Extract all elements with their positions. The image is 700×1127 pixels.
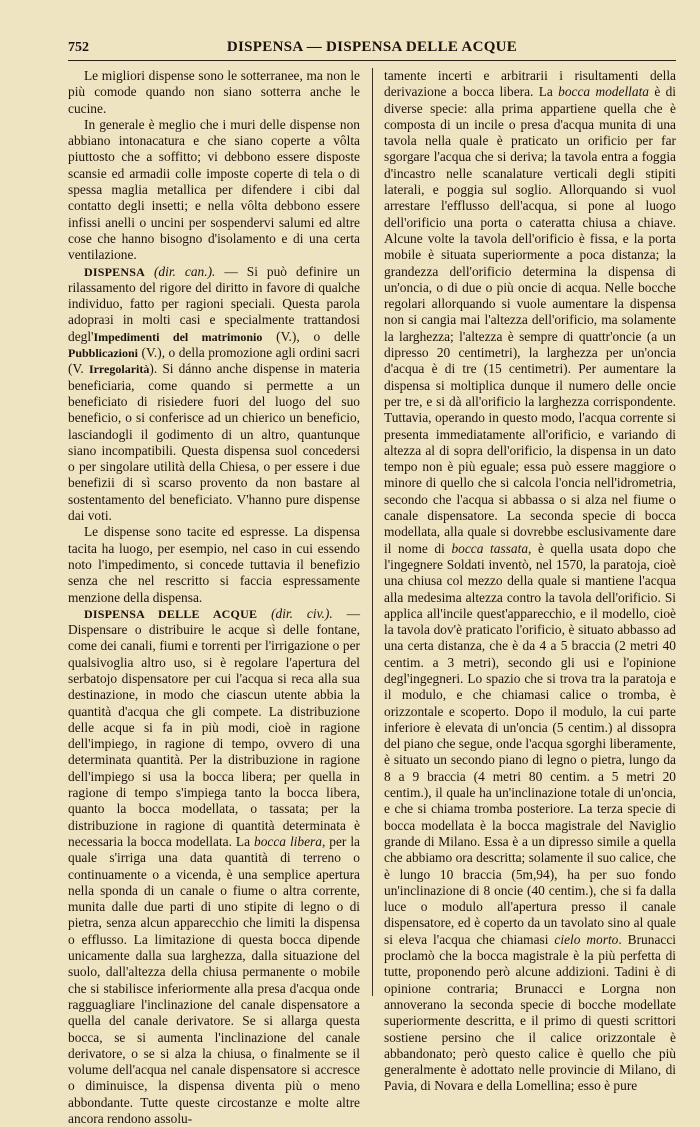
entry-abbreviation: (dir. civ.). <box>271 605 333 621</box>
entry-text: tamente incerti e arbitrarii i risultamenti della derivazione a bocca libera. La <box>384 68 676 100</box>
emphasis-term: cielo morto <box>554 931 619 947</box>
cross-reference: Irregolarità <box>88 362 150 377</box>
column-divider <box>372 68 373 996</box>
paragraph-continuation <box>384 68 676 1095</box>
emphasis-term: bocca tassata <box>451 540 529 556</box>
entry-headword: DISPENSA DELLE ACQUE <box>84 606 258 621</box>
entry-dispensa-delle-acque <box>68 606 360 1127</box>
entry-text: — Dispensare o distribuire le acque sì delle fontane, come dei canali, fiumi e torrenti per l'irrigazione o per qualsivoglia altro uso, si è regolare l'apertura del serbatojo dispensatore per cui l'acqua si reca alla sua destinazione, in modo che ciascun utente abbia la quantità d'acqua che gli compete. La distribuzione delle acque si fa in più modi, cioè in ragione dell'impiego, in ragione di tempo, ovvero di una determinata quantità. Per la distribuzione in ragione dell'impiego si usa la bocca libera; per quella in ragione di tempo s'impiega tanto la bocca libera, quanto la bocca modellata, o tassata; per la distribuzione in ragione di quantità determinata è necessaria la bocca modellata. La <box>68 605 360 849</box>
emphasis-term: bocca libera <box>254 833 322 849</box>
emphasis-term: bocca modellata <box>558 84 649 100</box>
paragraph-dispense-location: Le migliori dispense sono le sotterranee, ma non le più comode quando non siano sotterra anche le cucine. <box>68 68 360 116</box>
entry-text: (V.), o della promozione agli ordini sacri (V. <box>68 345 360 377</box>
entry-text: — Si può definire un rilassamento del rigore del diritto in favore di qualche individuo, fatto per ragioni speciali. Questa parola adopraɜi in molti casi e specialmente trattandosi degl' <box>68 263 360 344</box>
paragraph-dispense-walls: In generale è meglio che i muri delle dispense non abbiano intonacatura e che siano coperte a vôlta piuttosto che a soffitto; vi debbono essere disposte scansie ed armadii colle imposte coperte di tela o di spessa maglia metallica per difendere i cibi dal contatto degli insetti; e nella vôlta debbono essere infissi anelli o uncini per sospendervi salumi ed altre cose che hanno bisogno d'isolamento e di una certa ventilazione. <box>68 116 360 263</box>
right-column <box>384 68 676 1095</box>
entry-headword: DISPENSA <box>84 264 145 279</box>
cross-reference: Pubblicazioni <box>68 346 139 361</box>
entry-text: . Brunacci proclamò che la bocca magistrale è la più perfetta di tutte, proponendo però alcune addizioni. Tadini è di opinione contraria; Brunacci e Lorgna non annoverano la seconda specie di bocche modellate superiormente descritta, e il primo di questi scrittori sostiene persino che il calice orizzontale è abbandonato; però questo calice è quello che più generalmente è adottato nelle provincie di Milano, di Pavia, di Novara e della Lomellina; esso è pure <box>384 931 676 1094</box>
running-head: DISPENSA — DISPENSA DELLE ACQUE <box>226 39 518 55</box>
entry-text: , è quella usata dopo che l'ingegnere Soldati inventò, nel 1570, la paratoja, cioè una chiusa col mezzo della quale si mantiene l'acqua alla medesima altezza contro la tavola dell'orificio. Si applica all'incile quest'apparecchio, e il modello, cioè la tavola dov'è praticato l'orificio, è situato abbasso ad una certa distanza, che è da 4 a 5 braccia (2 metri 40 centim. a 3 metri), secondo gli usi e l'opinione degl'ingegneri. Lo spazio che si trova tra la paratoja e il modulo, e che chiamasi calice o tromba, è orizzontale e scoperto. Dopo il modulo, la cui parte inferiore è elevata di un'oncia (5 centim.) al dissopra del piano che segue, onde l'acqua sgorghi liberamente, è situato un secondo piano di legno o pietra, lungo da 8 a 9 braccia (4 metri 80 centim. a 5 metri 20 centim.), il quale ha un'inclinazione totale di un'oncia, e che si chiama tromba posteriore. La terza specie di bocca modellata è la bocca magistrale del Naviglio grande di Milano. Essa è a un dipresso simile a quella che abbiamo ora descritta; solamente il suo calice, che è lungo 10 braccia (5m,94), ha per suo fondo un'inclinazione di 8 oncie (40 centim.), che si fa dalla luce o modulo all'apertura presso il canale dispensatore, ed è coperto da un tavolato sino al quale si eleva l'acqua che chiamasi <box>384 540 676 947</box>
entry-abbreviation: (dir. can.). <box>153 263 216 279</box>
page-header <box>68 38 676 61</box>
entry-text: ). Si dánno anche dispense in materia beneficiaria, come quando si permette a un beneficiato di risiedere fuori del luogo del suo beneficio, o si conferisce ad un chierico un beneficio, lasciandogli il godimento di un altro, quantunque siano incompatibili. Questa dispensa suol concedersi o per singolare utilità della Chiesa, o per essere i due benefizii di sì scarso provento da non bastare al sostentamento del beneficiato. V'hanno pure dispense dai voti. <box>68 361 360 524</box>
entry-text: (V.), o delle <box>262 328 360 344</box>
cross-reference: Impedimenti del matrimonio <box>93 329 263 344</box>
left-column <box>68 68 360 1127</box>
entry-text: , per la quale s'irriga una data quantità di terreno o continuamente o a vicenda, è una semplice apertura nella sponda di un canale o fiume o altra corrente, munita dalle due parti di uno stipite di legno o di pietra, senza alcun apparecchio che limiti la dispensa o efflusso. La limitazione di questa bocca dipende unicamente dalla sua larghezza, dalla situazione del suolo, dall'altezza della chiusa permanente o mobile che si stabilisce inferiormente alla presa d'acqua onde ragguagliare l'inclinazione del canale dispensatore a quella del canale derivatore. Se si allarga questa bocca, se si aumenta l'inclinazione del canale derivatore, o se si alza la chiusa, o finalmente se il volume dell'acqua nel canale dispensatore si accresce o diminuisce, la dispensa diventa più o meno abbondante. Tutte queste circostanze e molte altre ancora rendono assolu- <box>68 833 360 1126</box>
entry-text: è di diverse specie: alla prima appartiene quella che è composta di un incile o presa d'acqua munita di una tavola nella quale è praticato un orificio per far sgorgare l'acqua che si deriva; la tavola entra a foggia d'incastro nelle scanalature verticali degli stipiti laterali, e poggia sul soglio. Allorquando si vuol arrestare l'efflusso dell'acqua, si pone al luogo dell'orificio una porta o cateratta chiusa a chiave. Alcune volte la tavola dell'orificio è fissa, e la porta mobile è situata superiormente a poca distanza; la grandezza dell'orificio determina la dispensa di un'oncia, o di due o più oncie di acqua. Nelle bocche regolari allorquando si vuole aumentare la dispensa non si cangia mai l'altezza dell'orificio, ma solamente la larghezza; l'altezza è sempre di quattr'oncie (a un dipresso 20 centimetri), la larghezza per un'oncia d'acqua è di tre (15 centimetri). Per aumentare la dispensa si moltiplica dunque il numero delle oncie per tre, e si dà all'orificio la larghezza corrispondente. Tuttavia, operando in questo modo, l'acqua corrente si presenta immediatamente all'orificio, e variando di altezza al di sopra dell'orificio, la dispensa in un dato tempo non è più eguale; essa può essere maggiore o minore di quello che si calcola l'oncia nell'idrometria, secondo che l'acqua si abbassa o si alza nel fiume o canale dispensatore. La seconda specie di bocca modellata, alla quale si dovrebbe esclusivamente dare il nome di <box>384 84 676 556</box>
page-number: 752 <box>68 40 89 55</box>
entry-dispensa-canon-law <box>68 264 360 525</box>
paragraph-tacit-dispense: Le dispense sono tacite ed espresse. La dispensa tacita ha luogo, per esempio, nel caso in cui essendo noto l'impedimento, si concede tuttavia il benefizio senza che nel rescritto si faccia espressamente menzione della dispensa. <box>68 524 360 605</box>
